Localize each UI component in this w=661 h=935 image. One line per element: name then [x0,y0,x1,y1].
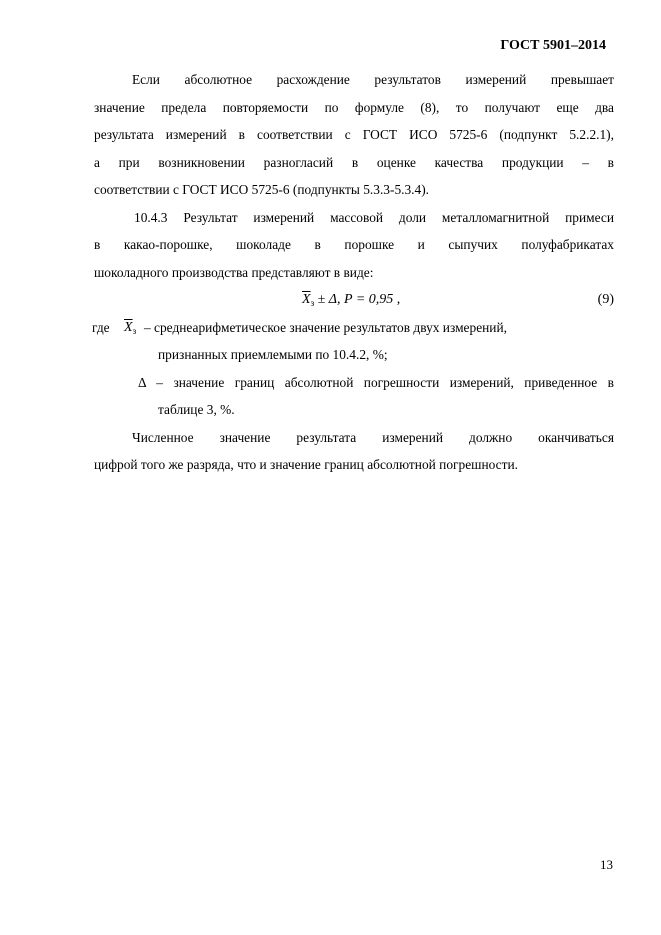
para1-line2: значение предела повторяемости по формуле (8), то получают еще два [94,99,614,115]
para1-line3: результата измерений в соответствии с ГОСТ ИСО 5725-6 (подпункт 5.2.2.1), [94,127,614,142]
para2-line1: 10.4.3 Результат измерений массовой доли металломагнитной примеси [134,209,614,225]
formula-9 [94,286,614,314]
delta-desc: Δ – значение границ абсолютной погрешности измерений, приведенное в [138,374,614,390]
document-code-header: ГОСТ 5901–2014 [500,38,606,53]
formula-subscript: з [310,298,315,308]
where-desc: – среднеарифметическое значение результатов двух измерений, [144,319,507,335]
where-definition-x [94,314,614,342]
para3-line2: цифрой того же разряда, что и значение границ абсолютной погрешности. [94,457,518,472]
formula-rest: ± Δ, P = 0,95 , [314,292,401,307]
formula-number: (9) [597,292,614,307]
formula-symbol: $\overline{X}$ [302,292,311,307]
where-desc-continuation: признанных приемлемыми по 10.4.2, %; [158,347,388,362]
document-body [94,66,614,479]
where-definition-delta [94,369,614,397]
para1-line4: а при возникновении разногласий в оценке качества продукции – в [94,154,614,170]
para2-line2: в какао-порошке, шоколаде в порошке и сыпучих полуфабрикатах [94,237,614,252]
para1-line1: Если абсолютное расхождение результатов измерений превышает [132,72,614,87]
para3-line1: Численное значение результата измерений должно оканчиваться [132,429,614,445]
para1-line5: соответствии с ГОСТ ИСО 5725-6 (подпункты 5.3.3-5.3.4). [94,182,430,197]
where-subscript: з [132,325,137,336]
where-symbol [124,314,136,346]
where-lead: где [92,319,110,335]
delta-desc-continuation: таблице 3, %. [158,402,235,417]
para2-line3: шоколадного производства представляют в виде: [94,264,374,280]
page-number: 13 [600,857,613,872]
where-symbol-letter: $\overline{X}$ [124,319,133,335]
